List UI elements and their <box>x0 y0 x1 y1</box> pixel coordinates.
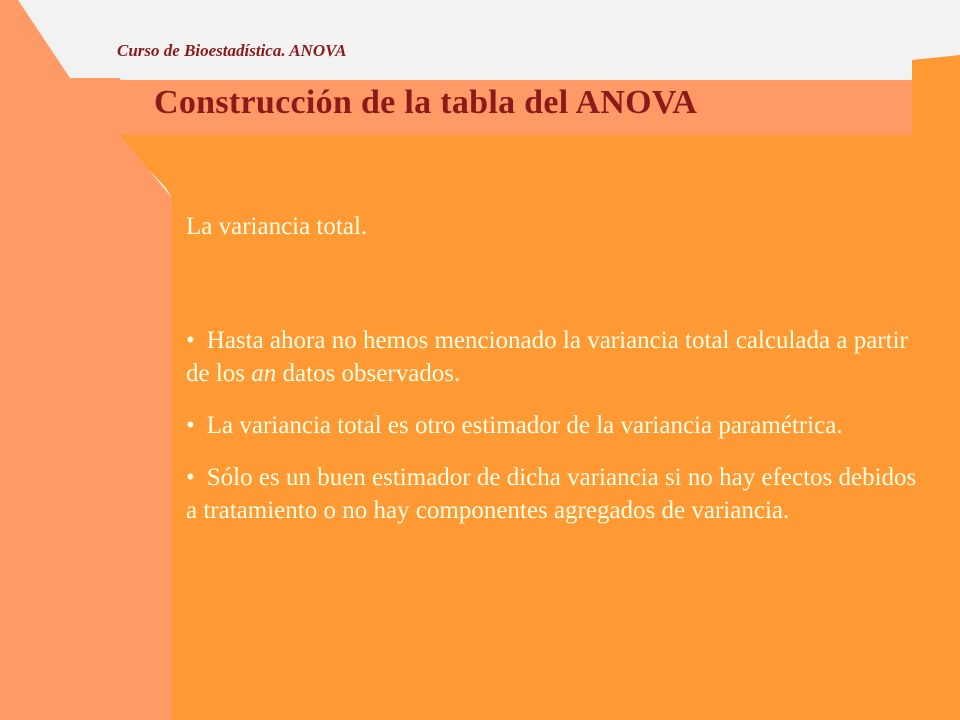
bullet-item <box>186 324 926 390</box>
bullet-dot: • <box>186 464 195 491</box>
bullet-text-before: Hasta ahora no hemos mencionado la variancia total calculada a partir de los <box>186 327 908 387</box>
bullet-text: La variancia total es otro estimador de la variancia paramétrica. <box>206 412 843 439</box>
bullet-item <box>186 409 926 442</box>
bullet-text-after: datos observados. <box>276 360 461 387</box>
slide-content <box>186 210 926 546</box>
bullet-emphasis: an <box>251 360 277 387</box>
bullet-dot: • <box>186 327 195 354</box>
content-subtitle: La variancia total. <box>186 213 368 240</box>
bullet-text: Sólo es un buen estimador de dicha variancia si no hay efectos debidos a tratamiento o no hay componentes agregados de variancia. <box>186 464 917 524</box>
course-label: Curso de Bioestadística. ANOVA <box>117 41 347 60</box>
slide-title: Construcción de la tabla del ANOVA <box>154 84 698 121</box>
bullet-item <box>186 461 926 527</box>
bullet-dot: • <box>186 412 195 439</box>
